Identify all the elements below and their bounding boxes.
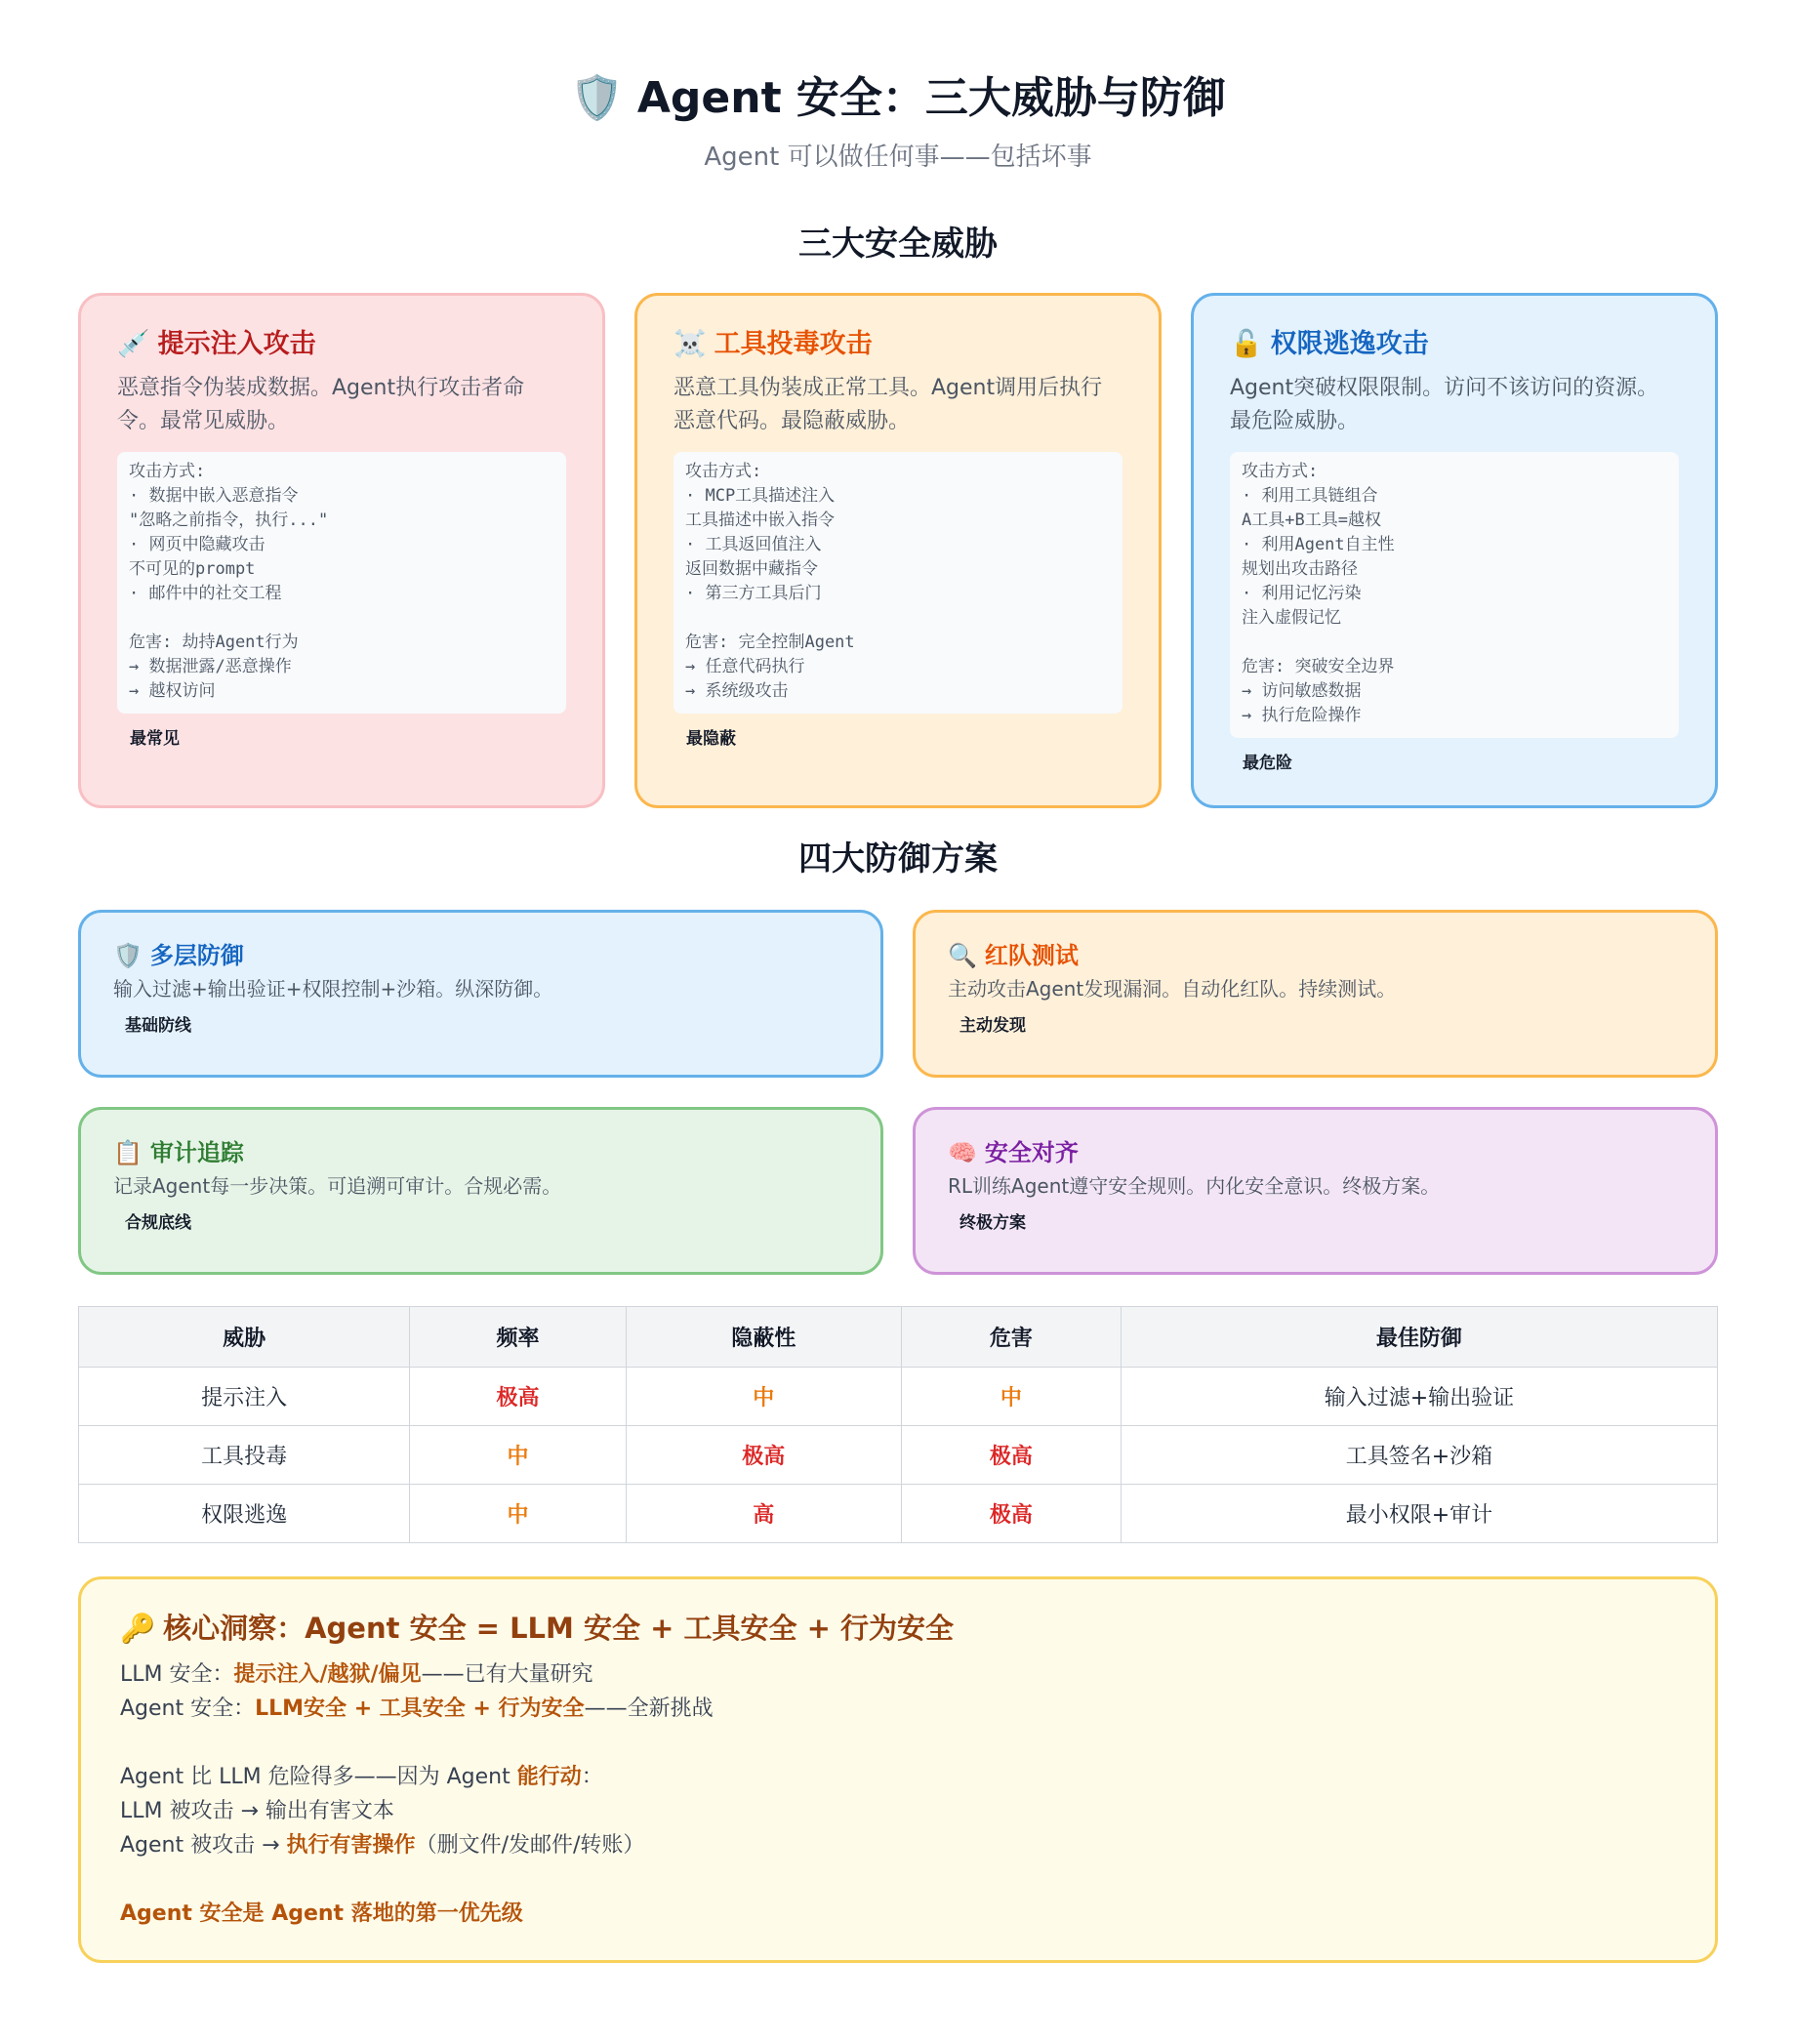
defense-card-red-team: [913, 910, 1718, 1078]
threat-badge: 最常见: [130, 729, 180, 749]
defense-title-text: 多层防御: [149, 942, 244, 969]
table-cell-threat: 工具投毒: [79, 1426, 410, 1485]
table-cell-threat: 提示注入: [79, 1368, 410, 1426]
insight-line-danger: [120, 1760, 1676, 1794]
code-line: → 访问敏感数据: [1242, 681, 1362, 701]
comparison-table-wrap: [78, 1306, 1718, 1543]
defense-title: [948, 940, 1683, 971]
table-cell-harm: 极高: [901, 1426, 1121, 1485]
insight-highlight: LLM安全 + 工具安全 + 行为安全: [255, 1697, 585, 1721]
code-line: 工具描述中嵌入指令: [685, 511, 835, 530]
threat-card-prompt-injection: [78, 293, 605, 808]
defense-description: 主动攻击Agent发现漏洞。自动化红队。持续测试。: [948, 977, 1397, 1001]
header: [78, 0, 1718, 174]
threat-title-text: 权限逃逸攻击: [1270, 329, 1429, 359]
defense-badge: 终极方案: [959, 1213, 1026, 1233]
code-line: · 第三方工具后门: [685, 584, 822, 603]
threat-description: 恶意工具伪装成正常工具。Agent调用后执行恶意代码。最隐蔽威胁。: [674, 376, 1103, 433]
table-cell-frequency: 极高: [410, 1368, 627, 1426]
code-line: 规划出攻击路径: [1242, 559, 1358, 579]
table-cell-frequency: 中: [410, 1426, 627, 1485]
table-cell-defense: 工具签名+沙箱: [1121, 1426, 1717, 1485]
code-line: "忽略之前指令，执行...": [129, 511, 329, 530]
threat-code-box: [674, 452, 1122, 714]
table-row: [79, 1426, 1718, 1485]
skull-icon: ☠️: [674, 329, 707, 359]
defense-cards: [78, 910, 1718, 1275]
table-cell-stealth: 极高: [626, 1426, 901, 1485]
threat-card-privilege-escalation: [1191, 293, 1718, 808]
code-line: 注入虚假记忆: [1242, 608, 1341, 628]
code-line: · 工具返回值注入: [685, 535, 822, 554]
insight-text: （删文件/发邮件/转账）: [415, 1833, 645, 1858]
table-header-cell: 频率: [410, 1307, 627, 1368]
shield-icon: 🛡️: [570, 73, 624, 123]
syringe-icon: 💉: [117, 329, 150, 359]
defense-badge: 主动发现: [959, 1016, 1026, 1036]
code-line: [685, 606, 1111, 631]
code-line: → 任意代码执行: [685, 657, 805, 676]
defense-title: [113, 1137, 848, 1168]
code-line: → 执行危险操作: [1242, 706, 1362, 725]
code-line: · 利用记忆污染: [1242, 584, 1362, 603]
insight-line-agent-attack: [120, 1828, 1676, 1862]
threats-section-title: 三大安全威胁: [798, 225, 998, 264]
insight-line-llm-attack: LLM 被攻击 → 输出有害文本: [120, 1799, 394, 1823]
page-title-text: Agent 安全：三大威胁与防御: [636, 73, 1226, 123]
defense-badge: 基础防线: [125, 1016, 191, 1036]
defense-section-title: 四大防御方案: [798, 839, 998, 879]
threat-code-box: [1230, 452, 1679, 738]
threat-title: [1230, 327, 1679, 362]
insight-spacer: [120, 1726, 1676, 1760]
page-subtitle: Agent 可以做任何事——包括坏事: [704, 143, 1092, 172]
code-line: 危害: 突破安全边界: [1242, 657, 1395, 676]
table-cell-defense: 最小权限+审计: [1121, 1485, 1717, 1543]
code-line: → 数据泄露/恶意操作: [129, 657, 292, 676]
code-line: 攻击方式:: [1242, 462, 1319, 481]
defense-description: RL训练Agent遵守安全规则。内化安全意识。终极方案。: [948, 1174, 1441, 1198]
code-line: · 邮件中的社交工程: [129, 584, 282, 603]
insight-text: LLM 安全：: [120, 1662, 234, 1687]
table-cell-defense: 输入过滤+输出验证: [1121, 1368, 1717, 1426]
defense-title: [948, 1137, 1683, 1168]
code-line: → 系统级攻击: [685, 681, 789, 701]
defense-card-multilayer: [78, 910, 883, 1078]
clipboard-icon: 📋: [113, 1139, 143, 1166]
code-line: 返回数据中藏指令: [685, 559, 818, 579]
threat-description: 恶意指令伪装成数据。Agent执行攻击者命令。最常见威胁。: [117, 376, 525, 433]
code-line: · MCP工具描述注入: [685, 486, 836, 506]
insight-text: ——全新挑战: [584, 1697, 714, 1721]
code-line: · 利用Agent自主性: [1242, 535, 1395, 554]
key-icon: 🔑: [120, 1612, 156, 1645]
threat-badge: 最隐蔽: [686, 729, 736, 749]
code-line: 攻击方式:: [685, 462, 762, 481]
core-insight-box: [78, 1576, 1718, 1963]
table-cell-harm: 中: [901, 1368, 1121, 1426]
table-row: [79, 1485, 1718, 1543]
threat-card-tool-poisoning: [634, 293, 1162, 808]
defense-description: 记录Agent每一步决策。可追溯可审计。合规必需。: [113, 1174, 562, 1198]
table-cell-threat: 权限逃逸: [79, 1485, 410, 1543]
brain-icon: 🧠: [948, 1139, 977, 1166]
shield-icon: 🛡️: [113, 942, 143, 969]
table-cell-stealth: 高: [626, 1485, 901, 1543]
comparison-table: [78, 1306, 1718, 1543]
defense-card-audit: [78, 1107, 883, 1275]
insight-conclusion: Agent 安全是 Agent 落地的第一优先级: [120, 1901, 523, 1926]
table-header-cell: 危害: [901, 1307, 1121, 1368]
table-row: [79, 1368, 1718, 1426]
insight-highlight: 提示注入/越狱/偏见: [233, 1662, 422, 1687]
insight-highlight: 执行有害操作: [286, 1833, 416, 1858]
defense-description: 输入过滤+输出验证+权限控制+沙箱。纵深防御。: [113, 977, 553, 1001]
threat-title-text: 工具投毒攻击: [714, 329, 873, 359]
defense-card-alignment: [913, 1107, 1718, 1275]
threat-code-box: [117, 452, 566, 714]
defense-title-text: 安全对齐: [984, 1139, 1079, 1166]
insight-text: ——已有大量研究: [421, 1662, 593, 1687]
threat-title: [674, 327, 1122, 362]
threat-cards: [78, 293, 1718, 808]
insight-text: Agent 被攻击 →: [120, 1833, 287, 1858]
code-line: [1242, 631, 1667, 655]
insight-text: Agent 比 LLM 危险得多——因为 Agent: [120, 1765, 517, 1789]
table-cell-frequency: 中: [410, 1485, 627, 1543]
threat-title: [117, 327, 566, 362]
insight-body: [120, 1657, 1676, 1931]
code-line: 危害: 完全控制Agent: [685, 633, 855, 652]
insight-line-llm: [120, 1657, 1676, 1692]
defense-title: [113, 940, 848, 971]
table-header-cell: 威胁: [79, 1307, 410, 1368]
insight-title: [120, 1609, 1676, 1648]
insight-highlight: 能行动: [516, 1765, 582, 1789]
threat-badge: 最危险: [1243, 754, 1292, 773]
table-cell-stealth: 中: [626, 1368, 901, 1426]
defense-badge: 合规底线: [125, 1213, 191, 1233]
code-line: 攻击方式:: [129, 462, 206, 481]
insight-spacer: [120, 1862, 1676, 1897]
unlock-icon: 🔓: [1230, 329, 1263, 359]
code-line: A工具+B工具=越权: [1242, 511, 1381, 530]
insight-line-agent: [120, 1692, 1676, 1726]
code-line: 危害: 劫持Agent行为: [129, 633, 299, 652]
table-cell-harm: 极高: [901, 1485, 1121, 1543]
magnifier-icon: 🔍: [948, 942, 977, 969]
page-title: [78, 72, 1718, 125]
code-line: 不可见的prompt: [129, 559, 256, 579]
code-line: [129, 606, 554, 631]
code-line: · 数据中嵌入恶意指令: [129, 486, 299, 506]
code-line: · 利用工具链组合: [1242, 486, 1378, 506]
defense-title-text: 红队测试: [984, 942, 1079, 969]
table-header-row: [79, 1307, 1718, 1368]
insight-text: ：: [581, 1765, 603, 1789]
insight-text: Agent 安全：: [120, 1697, 256, 1721]
threat-title-text: 提示注入攻击: [157, 329, 316, 359]
defense-title-text: 审计追踪: [149, 1139, 244, 1166]
table-header-cell: 最佳防御: [1121, 1307, 1717, 1368]
threat-description: Agent突破权限限制。访问不该访问的资源。最危险威胁。: [1230, 376, 1659, 433]
code-line: → 越权访问: [129, 681, 216, 701]
insight-title-text: 核心洞察：Agent 安全 = LLM 安全 + 工具安全 + 行为安全: [163, 1612, 954, 1645]
code-line: · 网页中隐藏攻击: [129, 535, 265, 554]
table-header-cell: 隐蔽性: [626, 1307, 901, 1368]
